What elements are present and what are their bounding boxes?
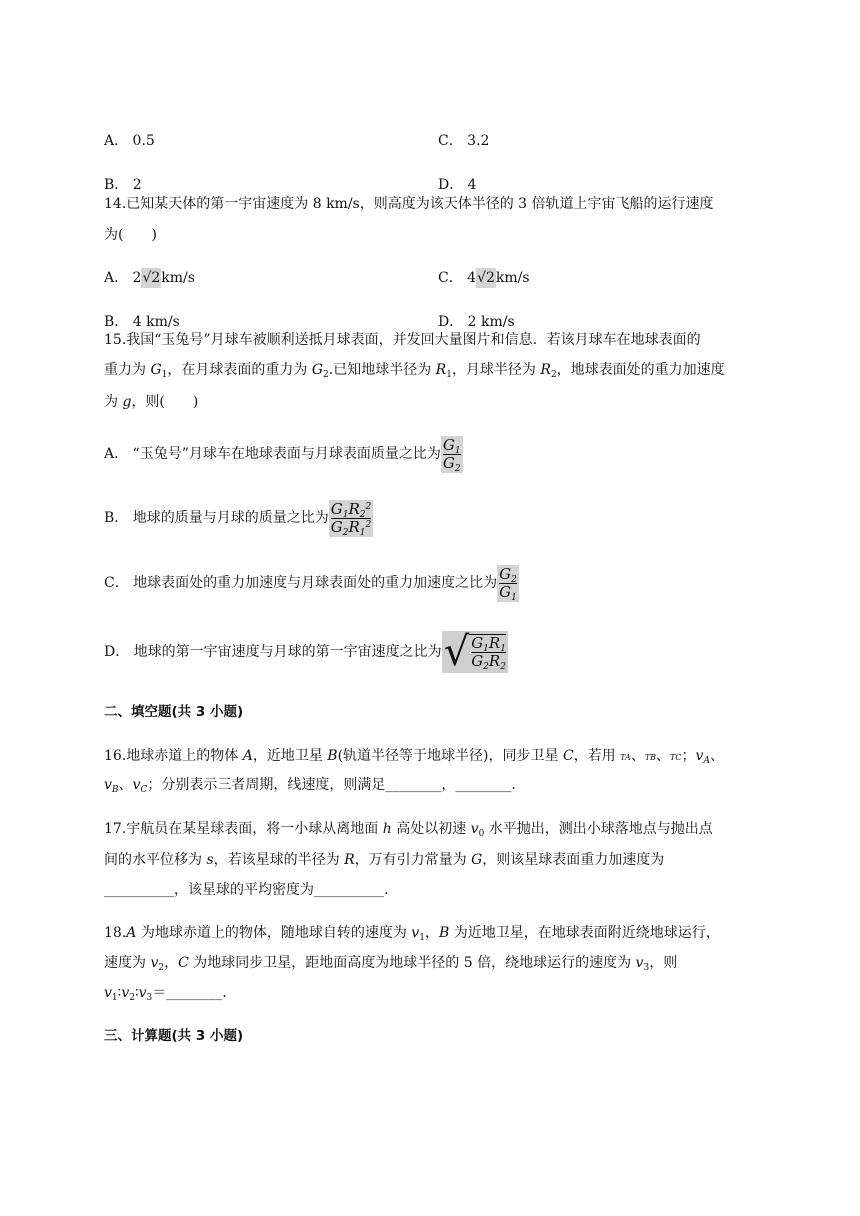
option-b-13: B． 2: [104, 177, 142, 193]
question-14-stem: 14.已知某天体的第一宇宙速度为 8 km/s，则高度为该天体半径的 3 倍轨道上宇宙飞船的运行速度: [104, 196, 714, 212]
formula-sqrt-g1r1-over-g2r2: √ $\frac{G_1R_1}{G_2R_2}$: [443, 629, 506, 675]
section-title-calculation: 三、计算题(共 3 小题): [104, 1028, 244, 1044]
option-c-15: C． 地球表面处的重力加速度与月球表面处的重力加速度之比为 $\frac{G_2}{G_1}$: [104, 564, 517, 603]
formula-g1r2sq-over-g2r1sq: $\frac{G_1R_2^2}{G_2R_1^2}$: [330, 499, 372, 538]
question-14-stem-cont: 为( ): [104, 227, 157, 243]
option-d-14: D． 2 km/s: [438, 314, 515, 330]
question-15-stem-line2: 重力为 $G_1$，在月球表面的重力为 $G_2$.已知地球半径为 $R_1$，月球半径为 $R_2$，地球表面处的重力加速度: [104, 362, 725, 380]
option-c-14: C． 4√2km/s: [438, 270, 530, 286]
option-a-14: A． 2√2km/s: [104, 270, 195, 286]
option-d-15: D． 地球的第一宇宙速度与月球的第一宇宙速度之比为 √ $\frac{G_1R_1}{G_2R_2}$: [104, 629, 506, 675]
question-17-line2: 间的水平位移为 s，若该星球的半径为 R，万有引力常量为 G，则该星球表面重力加速度为: [104, 852, 665, 868]
option-b-15: B． 地球的质量与月球的质量之比为 $\frac{G_1R_2^2}{G_2R_1^2}$: [104, 499, 372, 538]
sqrt-two-formula: √2: [477, 270, 495, 286]
question-18-line1: 18.A 为地球赤道上的物体，随地球自转的速度为 $v_1$，B 为近地卫星，在地球表面附近绕地球运行，: [104, 925, 720, 943]
section-title-fill-in: 二、填空题(共 3 小题): [104, 704, 244, 720]
question-18-line2: 速度为 $v_2$，C 为地球同步卫星，距地面高度为地球半径的 5 倍，绕地球运行的速度为 $v_3$，则: [104, 955, 678, 973]
option-a-15: A． “玉兔号”月球车在地球表面与月球表面质量之比为 $\frac{G_1}{G_2}$: [104, 435, 461, 474]
option-d-13: D． 4: [438, 177, 477, 193]
question-15-stem: 15.我国“玉兔号”月球车被顺利送抵月球表面，并发回大量图片和信息．若该月球车在地球表面的: [104, 332, 701, 348]
question-16-line1: 16.地球赤道上的物体 A，近地卫星 B(轨道半径等于地球半径)，同步卫星 C，若用 TA、TB、TC；$v_A$、: [104, 748, 724, 766]
question-16-line2: $v_B$、$v_C$；分别表示三者周期，线速度，则满足________，________.: [104, 777, 516, 795]
question-17-line3: __________，该星球的平均密度为__________.: [104, 882, 389, 898]
question-15-stem-line3: 为 g，则( ): [104, 394, 199, 410]
sqrt-two-formula: √2: [142, 270, 161, 286]
option-a-13: A． 0.5: [104, 133, 155, 149]
formula-g2-over-g1: $\frac{G_2}{G_1}$: [499, 564, 517, 603]
question-18-line3: $v_1∶v_2∶v_3=\_\_\_\_\_\_\_\_$.: [104, 985, 227, 1003]
option-c-13: C． 3.2: [438, 133, 490, 149]
question-17-line1: 17.宇航员在某星球表面，将一小球从离地面 h 高处以初速 $v_0$ 水平抛出，测出小球落地点与抛出点: [104, 821, 713, 839]
formula-g1-over-g2: $\frac{G_1}{G_2}$: [442, 435, 461, 474]
option-b-14: B． 4 km/s: [104, 314, 180, 330]
